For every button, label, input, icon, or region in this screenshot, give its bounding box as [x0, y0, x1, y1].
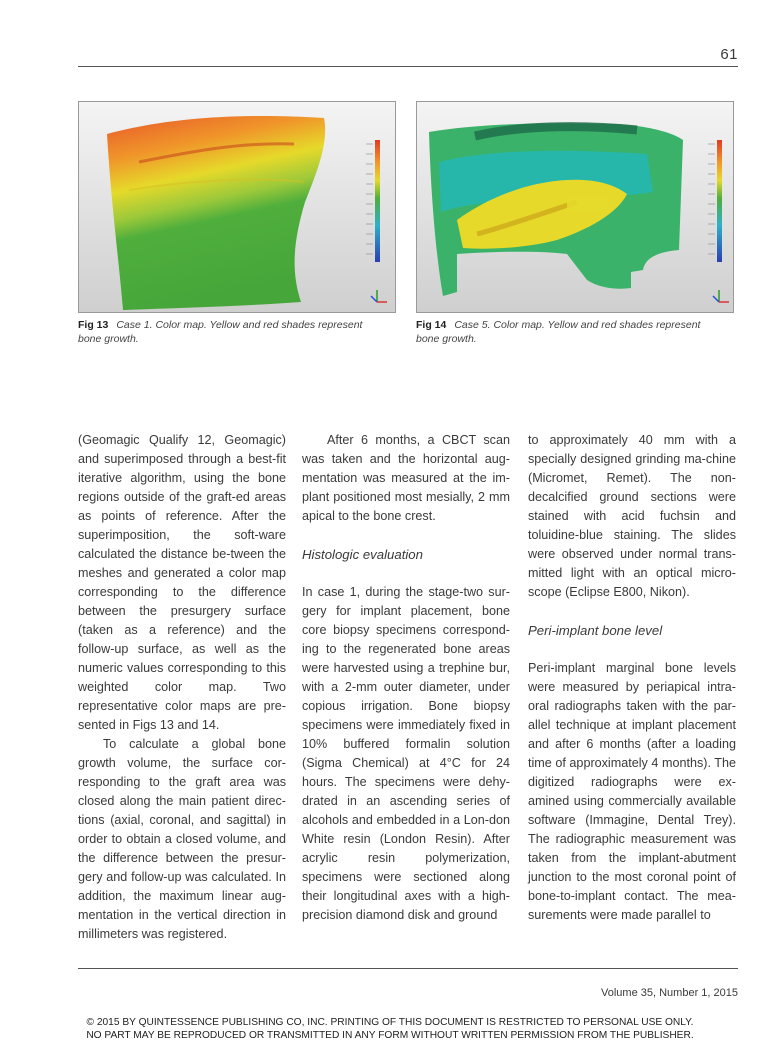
- figure-14-caption: [416, 319, 726, 346]
- paragraph: Peri-implant marginal bone levels were measured by periapical intra-oral radiographs taken with the par-allel technique at implant placement and after 6 months (after a loading time of approximately 4 months). The digitized radiographs were ex-amined using commercially available software (Immagine, Dental Trey). The radiographic measurement was taken from the implant-abutment junction to the most coronal point of bone-to-implant contact. The mea-surements were made parallel to: [528, 661, 736, 922]
- paragraph: In case 1, during the stage-two sur-gery for implant placement, bone core biopsy specimens correspond-ing to the regenerated bone areas were harvested using a trephine bur, with a 2-mm outer diameter, under copious irrigation. Bone biopsy specimens were immediately fixed in 10% buffered formalin solution (Sigma Chemical) at 4°C for 24 hours. The specimens were dehy-drated in an ascending series of alcohols and embedded in a Lon-don White resin (London Resin). After acrylic resin polymerization, specimens were sectioned along their longitudinal axes with a high-precision diamond disk and ground: [302, 585, 510, 922]
- figure-14-color-map: [416, 101, 734, 313]
- copyright-line-1: © 2015 BY QUINTESSENCE PUBLISHING CO, INC. PRINTING OF THIS DOCUMENT IS RESTRICTED TO PERSONAL USE ONLY.: [86, 1017, 694, 1028]
- figure-14-image: [417, 102, 734, 313]
- figure-13-label: Fig 13: [78, 319, 109, 331]
- text-column-2: [302, 431, 510, 925]
- figure-14-caption-text: Case 5. Color map. Yellow and red shades represent bone growth.: [416, 319, 701, 345]
- figure-14-label: Fig 14: [416, 319, 447, 331]
- figure-13-color-map: [78, 101, 396, 313]
- text-column-1: [78, 431, 286, 944]
- paragraph: After 6 months, a CBCT scan was taken and the horizontal aug-mentation was measured at the im-plant positioned most mesially, 2 mm apical to the bone crest.: [302, 433, 510, 523]
- footer-rule: [78, 968, 738, 969]
- paragraph: To calculate a global bone growth volume, the surface cor-responding to the graft area was closed along the main patient direc-tions (axial, coronal, and sagittal) in order to obtain a closed volume, and the difference between the presur-gery and follow-up was calculated. In addition, the maximum linear aug-mentation in the vertical direction in millimeters was registered.: [78, 737, 286, 941]
- figure-13-caption-text: Case 1. Color map. Yellow and red shades represent bone growth.: [78, 319, 363, 345]
- copyright-line-2: NO PART MAY BE REPRODUCED OR TRANSMITTED IN ANY FORM WITHOUT WRITTEN PERMISSION FROM THE PUBLISHER.: [86, 1030, 694, 1041]
- figure-13-caption: [78, 319, 388, 346]
- figure-13-image: [79, 102, 396, 313]
- section-heading-peri-implant-bone-level: Peri-implant bone level: [528, 623, 663, 638]
- text-column-3: [528, 431, 736, 925]
- page-number: 61: [720, 46, 738, 63]
- paragraph: (Geomagic Qualify 12, Geomagic) and superimposed through a best-fit iterative algorithm, using the bone regions outside of the graft-ed areas as points of reference. After the superimposition, the soft-ware calculated the distance be-tween the meshes and generated a color map corresponding to the difference between the presurgery surface (taken as a reference) and the follow-up surface, as well as the numeric values corresponding to this weighted color map. Two representative color maps are pre-sented in Figs 13 and 14.: [78, 433, 286, 732]
- copyright-notice: [0, 1016, 780, 1042]
- header-rule: [78, 66, 738, 67]
- paragraph: to approximately 40 mm with a specially designed grinding ma-chine (Micromet, Remet). The non-decalcified ground sections were stained with acid fuchsin and toluidine-blue staining. The slides were observed under normal trans-mitted light with an optical micro-scope (Eclipse E800, Nikon).: [528, 433, 736, 599]
- section-heading-histologic-evaluation: Histologic evaluation: [302, 547, 423, 562]
- volume-info: Volume 35, Number 1, 2015: [601, 987, 738, 999]
